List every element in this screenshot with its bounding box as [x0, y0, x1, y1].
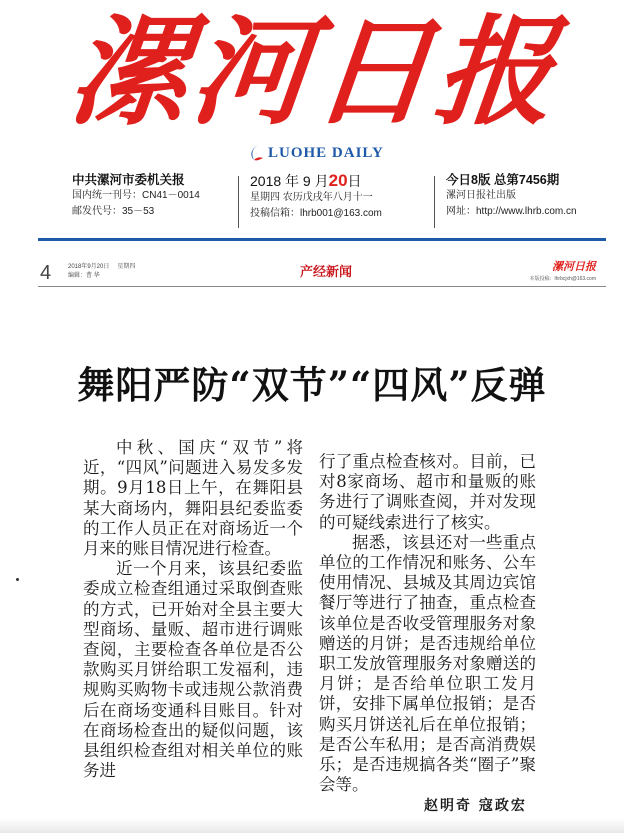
edition-count: 今日8版 总第7456期 [446, 173, 560, 187]
page-header-rule [38, 286, 606, 287]
page-meta [68, 263, 143, 281]
issue-date: 2018 年 9 月20日 [250, 171, 362, 190]
masthead-english-title [248, 143, 384, 163]
postal-code: 邮发代号：35－53 [72, 206, 155, 217]
page-date: 2018年9月20日 [68, 264, 110, 270]
page-editor: 编辑：曹 华 [68, 273, 100, 279]
article-column-left [83, 438, 303, 781]
page-number: 4 [40, 262, 52, 284]
weekday-lunar: 星期四 农历戊戌年八月十一 [250, 192, 373, 203]
press-name: 漯河日报社出版 [446, 190, 516, 201]
section-title: 产经新闻 [300, 265, 353, 280]
info-divider [434, 176, 435, 228]
paragraph: 中秋、国庆“双节”将近，“四风”问题进入易发多发期。9月18日上午，在舞阳县某大商场内，舞阳县纪委监委的工作人员正在对商场近一个月来的账目情况进行检查。 [83, 438, 303, 559]
page-weekday: 星期四 [117, 264, 136, 270]
page-logo-sub: 本版投稿：lhrbcjxh@163.com [529, 276, 596, 282]
article-column-right [319, 452, 536, 795]
publisher-info [72, 172, 232, 220]
website: 网址：http://www.lhrb.com.cn [446, 206, 577, 217]
paragraph: 行了重点检查核对。目前，已对8家商场、超市和量贩的账务进行了调账查阅，并对发现的可疑线索进行了核实。 [319, 452, 536, 532]
article-headline: 舞阳严防“双节”“四风”反弹 [77, 363, 547, 407]
river-emblem-icon [248, 144, 264, 162]
margin-mark [16, 578, 19, 581]
edition-info [446, 172, 606, 220]
masthead-rule [38, 238, 606, 241]
page-logo: 漯河日报 [552, 260, 596, 273]
masthead-logo: 漯河日报 [62, 2, 566, 141]
paragraph: 据悉，该县还对一些重点单位的工作情况和账务、公车使用情况、县城及其周边宾馆餐厅等进行了抽查，重点检查该单位是否收受管理服务对象赠送的月饼；是否违规给单位职工发放管理服务对象赠送的月饼；是否给单位职工发月饼，安排下属单位报销；是否购买月饼送礼后在单位报销；是否公车私用；是否高消费娱乐；是否违规搞各类“圈子”聚会等。 [319, 532, 536, 795]
date-info [250, 172, 430, 222]
issue-day: 20 [328, 171, 348, 190]
paragraph: 近一个月来，该县纪委监委成立检查组通过采取倒查账的方式，已开始对全县主要大型商场、量贩、超市进行调账查阅，主要检查各单位是否公款购买月饼给职工发福利，违规购买购物卡或违规公款消费后在商场变通科目账目。针对在商场检查出的疑似问题，该县组织检查组对相关单位的账务进 [83, 559, 303, 781]
page-header [38, 260, 606, 286]
publisher: 中共漯河市委机关报 [72, 173, 185, 187]
masthead [0, 0, 624, 160]
article-byline: 赵明奇 寇政宏 [424, 798, 527, 814]
english-title-text: LUOHE DAILY [268, 144, 384, 161]
page-bottom-edge [0, 818, 624, 833]
masthead-info [0, 172, 624, 236]
info-divider [238, 176, 239, 228]
submission-email: 投稿信箱：lhrb001@163.com [250, 208, 382, 219]
issn: 国内统一刊号：CN41－0014 [72, 190, 200, 201]
